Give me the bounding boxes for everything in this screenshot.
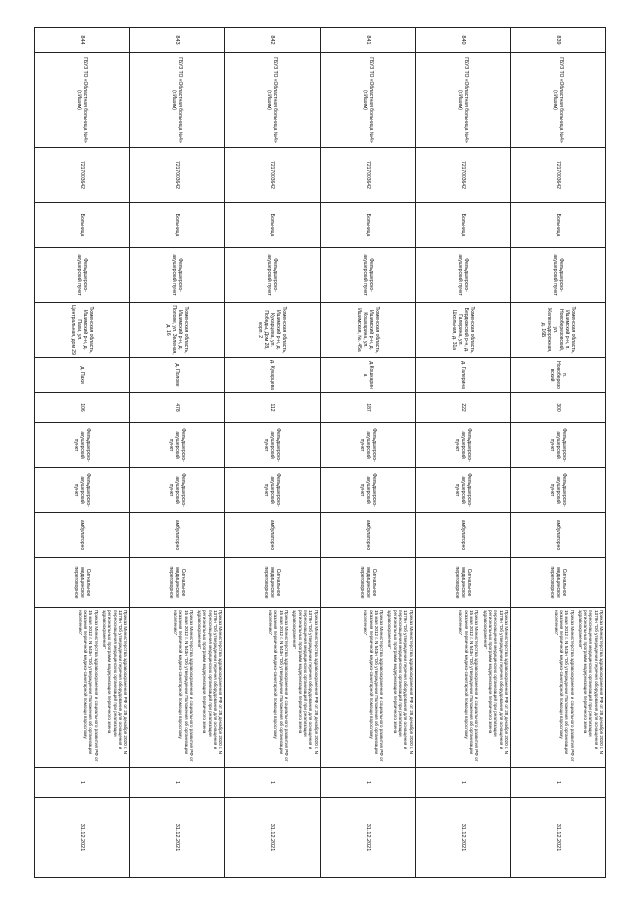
cell-class2: Фельдшерско-акушерский пункт [35,468,130,513]
legal-legal1: Приказ Министерства здравоохранения РФ от 28 декабря 2020 г. N 1379н "Об утверждении перечня оборудования для оснащения и переоснащения медицинских организаций при реализации региональных программ модернизации первичного звена здравоохранения" [482,610,509,754]
table-row [415,28,510,878]
cell-subdivision: Фельдшерско-акушерский пункт [35,248,130,303]
table-row [510,28,605,878]
cell-subdivision: Фельдшерско-акушерский пункт [225,248,320,303]
legal-legal1: Приказ Министерства здравоохранения РФ от 28 декабря 2020 г. N 1379н "Об утверждении перечня оборудования для оснащения и переоснащения медицинских организаций при реализации региональных программ модернизации первичного звена здравоохранения" [197,610,224,754]
cell-legal-basis [415,608,510,768]
cell-condition: амбулаторно [415,513,510,558]
cell-class1: Фельдшерско-акушерский пункт [415,423,510,468]
cell-inn: 7217003642 [35,148,130,203]
table-row [225,28,320,878]
cell-legal-basis [320,608,415,768]
cell-num: 842 [225,28,320,53]
cell-type: Больница [35,203,130,248]
cell-org: ГБУЗ ТО «Областная больница №4» (г.Ишим) [225,53,320,148]
rotated-table-wrapper [34,27,606,877]
cell-subdivision: Фельдшерско-акушерский пункт [320,248,415,303]
equipment-table [34,27,606,878]
cell-qty: 1 [130,768,225,798]
cell-inn: 7217003642 [320,148,415,203]
legal-legal1: Приказ Министерства здравоохранения РФ от 28 декабря 2020 г. N 1379н "Об утверждении перечня оборудования для оснащения и переоснащения медицинских организаций при реализации региональных программ модернизации первичного звена здравоохранения" [292,610,319,754]
cell-inn: 7217003642 [415,148,510,203]
cell-date: 31.12.2021 [320,798,415,878]
cell-org: ГБУЗ ТО «Областная больница №4» (г.Ишим) [35,53,130,148]
cell-date: 31.12.2021 [510,798,605,878]
cell-qty: 1 [320,768,415,798]
legal-legal2: Приказ Министерства здравоохранения и социального развития РФ от 15 мая 2012 г. N 543н "Об утверждении Положения об организации оказания первичной медико-санитарной помощи взрослому населению" [363,610,385,762]
cell-date: 31.12.2021 [35,798,130,878]
cell-legal-basis [225,608,320,768]
cell-subdivision: Фельдшерско-акушерский пункт [130,248,225,303]
cell-locality: д. Полове [130,358,225,393]
legal-legal2: Приказ Министерства здравоохранения и социального развития РФ от 15 мая 2012 г. N 543н "Об утверждении Положения об организации оказания первичной медико-санитарной помощи взрослому населению" [553,610,575,762]
cell-num: 843 [130,28,225,53]
cell-num: 841 [320,28,415,53]
cell-address: Тюменская область, Ишимский р-н, п. Новоберезовский, ул. Железнодорожная, д. 16Б [510,303,605,358]
cell-equipment: Сигнальное медицинское переговорное [130,558,225,608]
cell-population: 300 [510,393,605,423]
cell-class1: Фельдшерско-акушерский пункт [130,423,225,468]
cell-num: 844 [35,28,130,53]
cell-subdivision: Фельдшерско-акушерский пункт [415,248,510,303]
cell-equipment: Сигнальное медицинское переговорное [320,558,415,608]
cell-type: Больница [130,203,225,248]
cell-equipment: Сигнальное медицинское переговорное [510,558,605,608]
cell-equipment: Сигнальное медицинское переговорное [415,558,510,608]
table-row [130,28,225,878]
cell-org: ГБУЗ ТО «Областная больница №4» (г.Ишим) [320,53,415,148]
cell-address: Тюменская область, Ишимский р-н, д. Кукарцева, ул. Победы, Дом 28, корп. 2 [225,303,320,358]
cell-date: 31.12.2021 [415,798,510,878]
cell-legal-basis [510,608,605,768]
legal-legal1: Приказ Министерства здравоохранения РФ от 28 декабря 2020 г. N 1379н "Об утверждении перечня оборудования для оснащения и переоснащения медицинских организаций при реализации региональных программ модернизации первичного звена здравоохранения" [387,610,414,754]
cell-type: Больница [225,203,320,248]
cell-equipment: Сигнальное медицинское переговорное [35,558,130,608]
cell-legal-basis [130,608,225,768]
cell-address: Тюменская область, Ишимский р-н, д. Пахи, ул. Центральная, дом 29 [35,303,130,358]
cell-qty: 1 [415,768,510,798]
cell-address: Тюменская область, Ишимский р-н, д. Полове, ул. Зеленая, д. 16 [130,303,225,358]
cell-condition: амбулаторно [130,513,225,558]
cell-legal-basis [35,608,130,768]
legal-legal2: Приказ Министерства здравоохранения и социального развития РФ от 15 мая 2012 г. N 543н "Об утверждении Положения об организации оказания первичной медико-санитарной помощи взрослому населению" [173,610,194,762]
cell-inn: 7217003642 [130,148,225,203]
cell-org: ГБУЗ ТО «Областная больница №4» (г.Ишим) [415,53,510,148]
table-row [320,28,415,878]
table-row [35,28,130,878]
cell-class2: Фельдшерско-акушерский пункт [130,468,225,513]
cell-condition: амбулаторно [35,513,130,558]
cell-subdivision: Фельдшерско-акушерский пункт [510,248,605,303]
cell-class2: Фельдшерско-акушерский пункт [225,468,320,513]
cell-population: 187 [320,393,415,423]
cell-num: 839 [510,28,605,53]
cell-org: ГБУЗ ТО «Областная больница №4» (г.Ишим) [130,53,225,148]
cell-type: Больница [415,203,510,248]
legal-legal1: Приказ Министерства здравоохранения РФ от 28 декабря 2020 г. N 1379н "Об утверждении перечня оборудования для оснащения и переоснащения медицинских организаций при реализации региональных программ модернизации первичного звена здравоохранения" [102,610,129,754]
cell-class2: Фельдшерско-акушерский пункт [320,468,415,513]
cell-type: Больница [320,203,415,248]
cell-condition: амбулаторно [225,513,320,558]
cell-class1: Фельдшерско-акушерский пункт [225,423,320,468]
cell-date: 31.12.2021 [225,798,320,878]
cell-locality: д. Галерина [415,358,510,393]
cell-address: Тюменская область, Бердюжский р-н, д. Галерина, ул. Школьная, д. 31а [415,303,510,358]
cell-inn: 7217003642 [225,148,320,203]
cell-inn: 7217003642 [510,148,605,203]
cell-qty: 1 [35,768,130,798]
cell-num: 840 [415,28,510,53]
cell-class2: Фельдшерско-акушерский пункт [415,468,510,513]
cell-class1: Фельдшерско-акушерский пункт [510,423,605,468]
cell-population: 106 [35,393,130,423]
cell-locality: п. Новоберезовский [510,358,605,393]
cell-date: 31.12.2021 [130,798,225,878]
cell-locality: д. Пахи [35,358,130,393]
legal-legal2: Приказ Министерства здравоохранения и социального развития РФ от 15 мая 2012 г. N 543н "Об утверждении Положения об организации оказания первичной медико-санитарной помощи взрослому населению" [458,610,480,762]
legal-legal2: Приказ Министерства здравоохранения и социального развития РФ от 15 мая 2012 г. N 543н "Об утверждении Положения об организации оказания первичной медико-санитарной помощи взрослому населению" [77,610,99,762]
cell-condition: амбулаторно [510,513,605,558]
cell-address: Тюменская область, Ишимский р-н, д. Кошкарина, ул. Ишимская, №. 45а [320,303,415,358]
legal-legal2: Приказ Министерства здравоохранения и социального развития РФ от 15 мая 2012 г. N 543н "Об утверждении Положения об организации оказания первичной медико-санитарной помощи взрослому населению" [268,610,290,762]
cell-population: 478 [130,393,225,423]
cell-class2: Фельдшерско-акушерский пункт [510,468,605,513]
table-body [35,28,606,878]
cell-condition: амбулаторно [320,513,415,558]
legal-legal1: Приказ Министерства здравоохранения РФ от 28 декабря 2020 г. N 1379н "Об утверждении перечня оборудования для оснащения и переоснащения медицинских организаций при реализации региональных программ модернизации первичного звена здравоохранения" [577,610,604,754]
cell-equipment: Сигнальное медицинское переговорное [225,558,320,608]
cell-population: 222 [415,393,510,423]
cell-population: 112 [225,393,320,423]
cell-qty: 1 [510,768,605,798]
cell-type: Больница [510,203,605,248]
cell-class1: Фельдшерско-акушерский пункт [35,423,130,468]
cell-qty: 1 [225,768,320,798]
cell-locality: д.Кошкарина [320,358,415,393]
cell-org: ГБУЗ ТО «Областная больница №4» (г.Ишим) [510,53,605,148]
cell-class1: Фельдшерско-акушерский пункт [320,423,415,468]
cell-locality: д. Кукарцева [225,358,320,393]
